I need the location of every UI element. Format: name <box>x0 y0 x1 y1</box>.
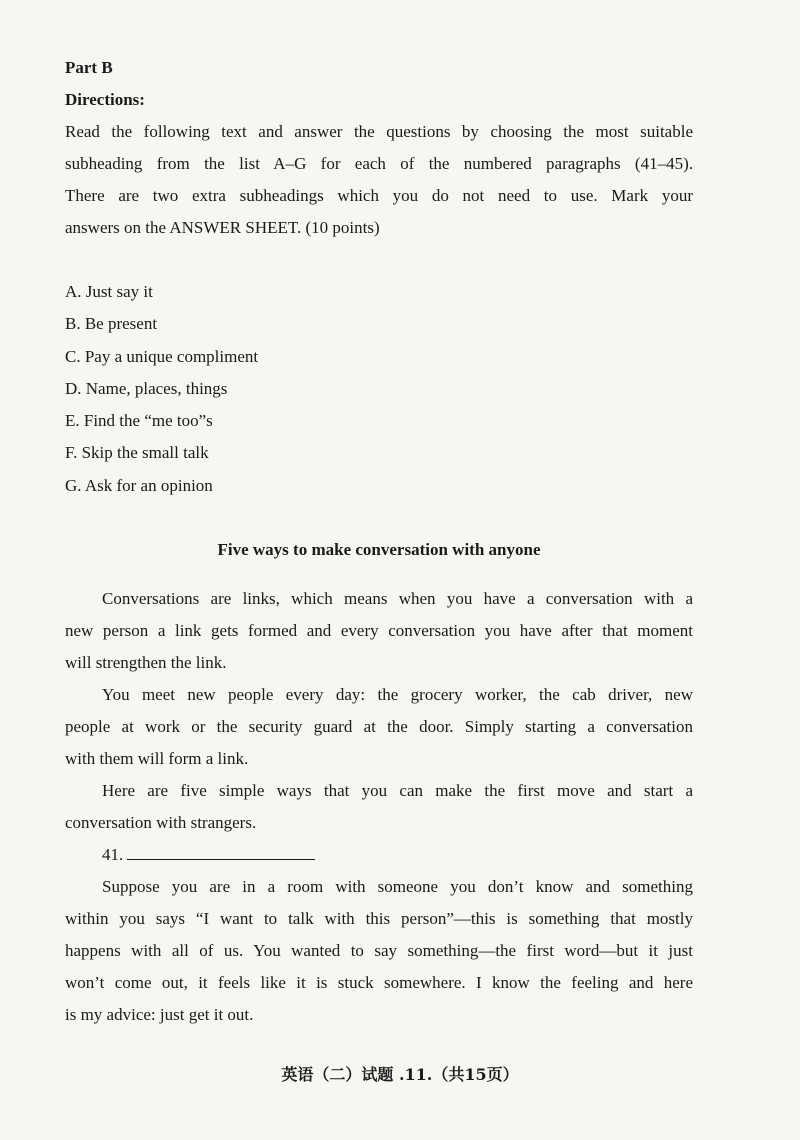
paragraph-line: new person a link gets formed and every conversation you have after that moment <box>65 621 693 641</box>
paragraph-line: is my advice: just get it out. <box>65 1005 254 1025</box>
paragraph-line: Conversations are links, which means when you have a conversation with a <box>102 589 693 609</box>
option-g: G. Ask for an opinion <box>65 475 213 495</box>
paragraph-line: will strengthen the link. <box>65 653 227 673</box>
paragraph-line: people at work or the security guard at the door. Simply starting a conversation <box>65 717 693 737</box>
subheading-options <box>65 276 693 502</box>
option-c: C. Pay a unique compliment <box>65 346 259 366</box>
directions-line: There are two extra subheadings which you do not need to use. Mark your <box>65 186 693 205</box>
exam-page <box>65 52 693 1031</box>
paragraph-line: You meet new people every day: the grocery worker, the cab driver, new <box>102 685 693 705</box>
paragraph-4 <box>65 871 693 1031</box>
blank-underline <box>127 845 315 860</box>
part-heading: Part B <box>65 58 113 77</box>
directions-text <box>65 116 693 244</box>
directions-line: Read the following text and answer the questions by choosing the most suitable <box>65 122 693 141</box>
directions-line: subheading from the list A–G for each of the numbered paragraphs (41–45). <box>65 154 693 173</box>
directions-line: answers on the ANSWER SHEET. (10 points) <box>65 218 380 237</box>
page-footer: 英语（二）试题 .11.（共15页） <box>281 1065 519 1084</box>
paragraph-1 <box>65 583 693 679</box>
paragraph-line: happens with all of us. You wanted to say something—the first word—but it just <box>65 941 693 961</box>
paragraph-line: with them will form a link. <box>65 749 249 769</box>
paragraph-line: Suppose you are in a room with someone you don’t know and something <box>102 877 693 897</box>
paragraph-line: won’t come out, it feels like it is stuck somewhere. I know the feeling and here <box>65 973 693 993</box>
option-d: D. Name, places, things <box>65 378 228 398</box>
option-b: B. Be present <box>65 314 158 334</box>
paragraph-line: Here are five simple ways that you can make the first move and start a <box>102 781 693 801</box>
paragraph-2 <box>65 679 693 775</box>
option-e: E. Find the “me too”s <box>65 411 213 431</box>
paragraph-line: conversation with strangers. <box>65 813 257 833</box>
paragraph-line: within you says “I want to talk with this person”—this is something that mostly <box>65 909 693 929</box>
blank-number: 41. <box>102 845 124 865</box>
paragraph-3 <box>65 775 693 839</box>
answer-blank-41 <box>65 839 693 871</box>
directions-label: Directions: <box>65 90 145 109</box>
option-f: F. Skip the small talk <box>65 443 209 463</box>
option-a: A. Just say it <box>65 282 153 301</box>
article-title: Five ways to make conversation with anyone <box>217 540 541 560</box>
